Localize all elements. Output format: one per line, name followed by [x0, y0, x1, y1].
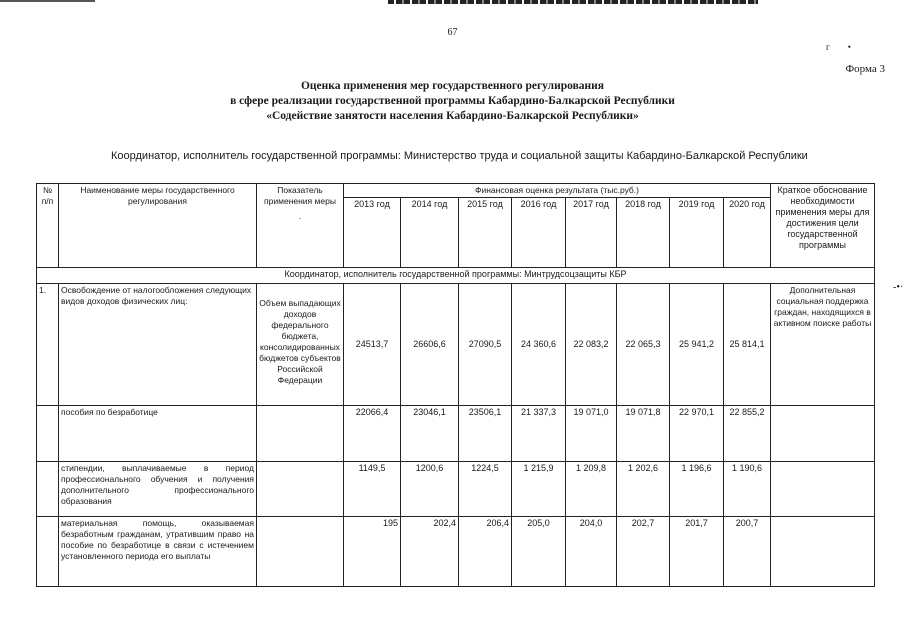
- table-row: [37, 406, 875, 462]
- row-indicator: [257, 406, 344, 462]
- row-value: 1 209,8: [566, 462, 617, 517]
- header-indicator-label: Показатель применения меры: [264, 185, 336, 206]
- title-line: «Содействие занятости населения Кабардино-Балкарской Республики»: [266, 110, 639, 122]
- row-value: 19 071,8: [617, 406, 670, 462]
- table-row: [37, 462, 875, 517]
- row-justification: [771, 462, 875, 517]
- coordinator-line: Координатор, исполнитель государственной программы: Министерство труда и социальной защиты Кабардино-Балкарской Республики: [111, 150, 808, 162]
- row-justification: [771, 517, 875, 587]
- row-value: 23506,1: [459, 406, 512, 462]
- table-row: [37, 517, 875, 587]
- year-header: 2020 год: [724, 198, 771, 268]
- row-value: 1 202,6: [617, 462, 670, 517]
- header-measure: Наименование меры государственного регулирования: [59, 184, 257, 268]
- header-finance: Финансовая оценка результата (тыс.руб.): [344, 184, 771, 198]
- row-value: 23046,1: [401, 406, 459, 462]
- year-header: 2019 год: [670, 198, 724, 268]
- row-value: 1224,5: [459, 462, 512, 517]
- row-value: 22066,4: [344, 406, 401, 462]
- row-num: [37, 462, 59, 517]
- row-value: 1 196,6: [670, 462, 724, 517]
- header-row: [37, 184, 875, 198]
- row-value: 202,4: [401, 517, 459, 587]
- row-value: 27090,5: [459, 284, 512, 406]
- side-mark: -•·: [893, 282, 904, 293]
- row-value: 26606,6: [401, 284, 459, 406]
- row-justification: Дополнительная социальная поддержка граждан, находящихся в активном поиске работы: [771, 284, 875, 406]
- row-value: 204,0: [566, 517, 617, 587]
- row-indicator: [257, 517, 344, 587]
- row-value: 21 337,3: [512, 406, 566, 462]
- section-row: [37, 268, 875, 284]
- row-value: 200,7: [724, 517, 771, 587]
- title-line: Оценка применения мер государственного регулирования: [300, 80, 605, 92]
- row-value: 1 215,9: [512, 462, 566, 517]
- row-value: 1149,5: [344, 462, 401, 517]
- header-indicator: [257, 184, 344, 268]
- scan-artifact-center: [388, 0, 758, 4]
- row-value: 22 083,2: [566, 284, 617, 406]
- row-num: [37, 517, 59, 587]
- document-title: [0, 79, 905, 124]
- table-row: [37, 284, 875, 406]
- row-value: 195: [344, 517, 401, 587]
- header-justification: Краткое обоснование необходимости применения меры для достижения цели государственной программы: [771, 184, 875, 268]
- row-measure: Освобождение от налогообложения следующих видов доходов физических лиц:: [59, 284, 257, 406]
- section-label: Координатор, исполнитель государственной программы: Минтрудсоцзащиты КБР: [37, 268, 875, 284]
- title-line: в сфере реализации государственной программы Кабардино-Балкарской Республики: [230, 95, 675, 107]
- row-value: 1 190,6: [724, 462, 771, 517]
- row-value: 22 970,1: [670, 406, 724, 462]
- year-header: 2015 год: [459, 198, 512, 268]
- row-num: 1.: [37, 284, 59, 406]
- page-number: 67: [447, 27, 458, 38]
- header-indicator-mark: ·: [298, 213, 302, 223]
- scan-marks: [826, 42, 869, 52]
- scan-mark: г: [826, 42, 848, 52]
- year-header: 2017 год: [566, 198, 617, 268]
- row-value: 24 360,6: [512, 284, 566, 406]
- year-header: 2018 год: [617, 198, 670, 268]
- regulation-table: [36, 183, 875, 587]
- row-value: 25 814,1: [724, 284, 771, 406]
- row-justification: [771, 406, 875, 462]
- row-measure: пособия по безработице: [59, 406, 257, 462]
- row-value: 22 855,2: [724, 406, 771, 462]
- row-value: 202,7: [617, 517, 670, 587]
- row-value: 25 941,2: [670, 284, 724, 406]
- row-value: 205,0: [512, 517, 566, 587]
- row-indicator: Объем выпадающих доходов федерального бюджета, консолидированных бюджетов субъектов Российской Федерации: [257, 284, 344, 406]
- row-value: 24513,7: [344, 284, 401, 406]
- header-num: № п/п: [37, 184, 59, 268]
- row-value: 22 065,3: [617, 284, 670, 406]
- row-indicator: [257, 462, 344, 517]
- scan-mark: •: [847, 42, 869, 52]
- scan-artifact-top: [0, 0, 905, 6]
- year-header: 2014 год: [401, 198, 459, 268]
- scan-artifact-left: [0, 0, 95, 2]
- row-value: 201,7: [670, 517, 724, 587]
- row-measure: материальная помощь, оказываемая безработным гражданам, утратившим право на пособие по безработице в связи с истечением установленного периода его выплаты: [59, 517, 257, 587]
- form-label: Форма 3: [845, 63, 885, 75]
- year-header: 2013 год: [344, 198, 401, 268]
- year-header: 2016 год: [512, 198, 566, 268]
- row-value: 19 071,0: [566, 406, 617, 462]
- row-value: 1200,6: [401, 462, 459, 517]
- row-num: [37, 406, 59, 462]
- row-measure: стипендии, выплачиваемые в период профессионального обучения и получения дополнительного профессионального образования: [59, 462, 257, 517]
- row-value: 206,4: [459, 517, 512, 587]
